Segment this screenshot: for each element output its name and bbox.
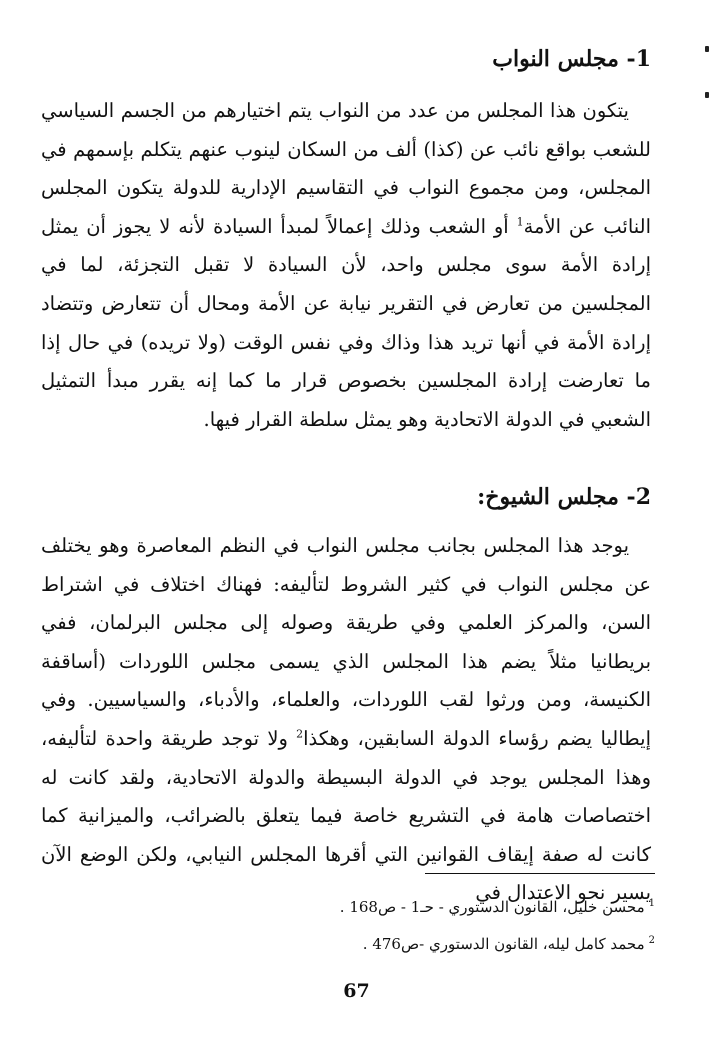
footnote-2: [363, 930, 655, 955]
section-heading-house-of-representatives: 1- مجلس النواب: [492, 46, 651, 72]
paragraph-text-continued: ولا توجد طريقة واحدة لتأليفه، وهذا المجلس يوجد في الدولة البسيطة والدولة الاتحادية، ولقد كانت له اختصاصات هامة في التشريع خاصة فيما يتعلق بالضرائب، والميزانية كما كانت له صفة إيقاف القوانين التي أقرها المجلس النيابي، ولكن الوضع الآن يسير نحو الاعتدال في: [41, 726, 651, 905]
paragraph-text: يتكون هذا المجلس من عدد من النواب يتم اختيارهم من الجسم السياسي للشعب بواقع نائب عن (كذا) ألف من السكان لينوب عنهم يتكلم بإسمهم في المجلس، ومن مجموع النواب في التقاسيم الإدارية للدولة يتكون المجلس النائب عن الأمة: [41, 99, 652, 238]
paragraph-text-continued: أو الشعب وذلك إعمالاً لمبدأ السيادة لأنه لا يجوز أن يمثل إرادة الأمة سوى مجلس واحد، لأن السيادة لا تقبل التجزئة، لما في المجلسين من تعارض في التقرير نيابة عن الأمة ومحال أن تتعارض وتتضاد إرادة الأمة في أنها تريد هذا وذاك وفي نفس الوقت (ولا تريده) في حال إذا ما تعارضت إرادة المجلسين بخصوص قرار ما كما إنه يقرر مبدأ التمثيل الشعبي في الدولة الاتحادية وهو يمثل سلطة القرار فيها.: [41, 214, 651, 431]
section-heading-senate: 2- مجلس الشيوخ:: [477, 484, 651, 510]
scan-edge-mark: [705, 46, 709, 52]
footnote-reference-2: 2: [296, 727, 304, 741]
footnote-text: محسن خليل، القانون الدستوري - حـ1 - ص168 .: [339, 898, 645, 916]
footnote-text: محمد كامل ليله، القانون الدستوري -ص476 .: [362, 935, 645, 953]
footnote-number: 2: [648, 935, 655, 946]
paragraph-text: يوجد هذا المجلس بجانب مجلس النواب في النظم المعاصرة وهو يختلف عن مجلس النواب في كثير الشروط لتأليفه: فهناك اختلاف في اشتراط السن، والمركز العلمي وفي طريقة وصوله إلى مجلس البرلمان، ففي بريطانيا مثلاً يضم هذا المجلس الذي يسمى مجلس اللوردات (أساقفة الكنيسة، ومن ورثوا لقب اللوردات، والعلماء، والأدباء، والسياسيين. وفي إيطاليا يضم رؤساء الدولة السابقين، وهكذا: [41, 534, 651, 750]
footnote-separator: [425, 873, 655, 874]
paragraph-senate: [41, 527, 651, 913]
footnote-number: 1: [648, 898, 655, 909]
scan-edge-mark: [705, 92, 709, 98]
page-number: 67: [343, 980, 370, 1002]
paragraph-house-of-representatives: [41, 92, 651, 439]
footnote-1: [340, 893, 655, 918]
footnote-reference-1: 1: [516, 215, 524, 229]
